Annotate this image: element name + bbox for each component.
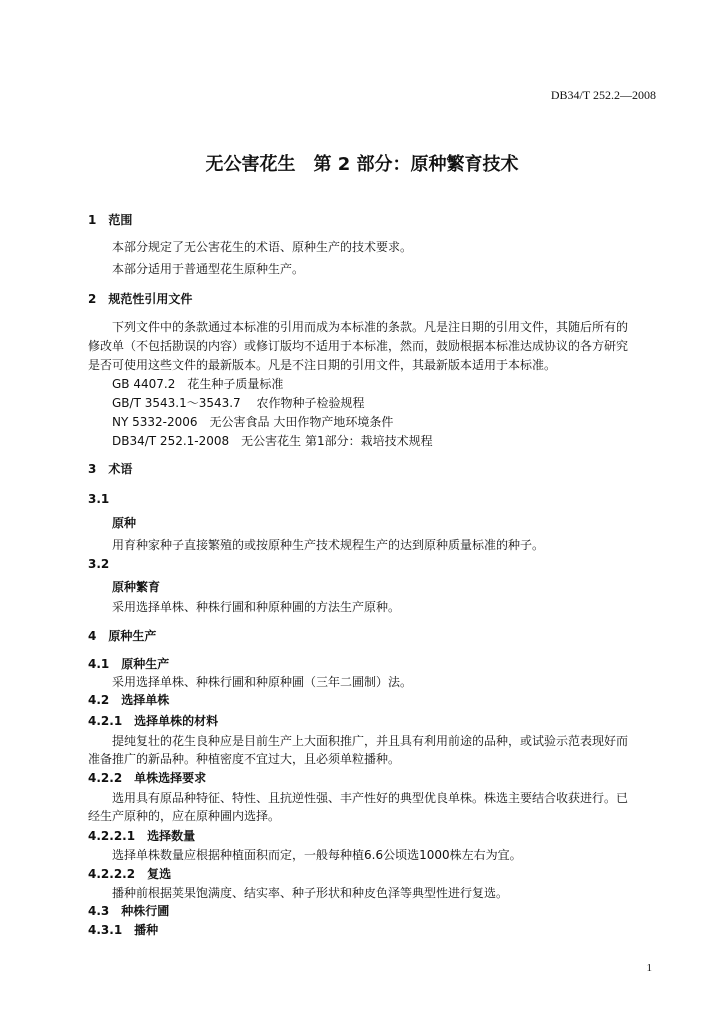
- document-id: DB34/T 252.2—2008: [550, 88, 656, 102]
- section-3-heading: 3 术语: [88, 462, 133, 476]
- reference-item: GB/T 3543.1～3543.7 农作物种子检验规程: [112, 396, 365, 410]
- section-4-heading: 4 原种生产: [88, 629, 157, 643]
- section-1-heading: 1 范围: [88, 213, 133, 227]
- paragraph: 准备推广的新品种。种植密度不宜过大，且必须单粒播种。: [88, 752, 401, 766]
- term-name: 原种: [112, 516, 137, 530]
- term-definition: 采用选择单株、种株行圃和种原种圃的方法生产原种。: [112, 600, 401, 614]
- term-name: 原种繁育: [112, 580, 161, 594]
- subsection-heading: 4.2.2 单株选择要求: [88, 771, 207, 785]
- subsection-heading: 4.2.2.2 复选: [88, 867, 172, 881]
- subsection-heading: 4.3.1 播种: [88, 923, 159, 937]
- reference-item: DB34/T 252.1-2008 无公害花生 第1部分：栽培技术规程: [112, 434, 433, 448]
- reference-item: NY 5332-2006 无公害食品 大田作物产地环境条件: [112, 415, 394, 429]
- section-2-paragraph: 是否可使用这些文件的最新版本。凡是不注日期的引用文件，其最新版本适用于本标准。: [88, 358, 557, 372]
- paragraph: 播种前根据荚果饱满度、结实率、种子形状和种皮色泽等典型性进行复选。: [112, 886, 509, 900]
- paragraph: 经生产原种的，应在原种圃内选择。: [88, 809, 281, 823]
- section-2-paragraph: 下列文件中的条款通过本标准的引用而成为本标准的条款。凡是注日期的引用文件，其随后所有的: [112, 320, 629, 334]
- section-1-paragraph: 本部分适用于普通型花生原种生产。: [112, 262, 305, 276]
- subsection-heading: 4.2.2.1 选择数量: [88, 829, 196, 843]
- section-1-paragraph: 本部分规定了无公害花生的术语、原种生产的技术要求。: [112, 240, 413, 254]
- subsection-heading: 4.3 种株行圃: [88, 904, 170, 918]
- paragraph: 提纯复壮的花生良种应是目前生产上大面积推广，并且具有利用前途的品种，或试验示范表现好而: [112, 734, 629, 748]
- paragraph: 选择单株数量应根据种植面积而定，一般每种植6.6公顷选1000株左右为宜。: [112, 848, 522, 862]
- section-2-paragraph: 修改单（不包括勘误的内容）或修订版均不适用于本标准，然而，鼓励根据本标准达成协议的各方研究: [88, 339, 629, 353]
- paragraph: 选用具有原品种特征、特性、且抗逆性强、丰产性好的典型优良单株。株选主要结合收获进行。已: [112, 791, 629, 805]
- section-2-heading: 2 规范性引用文件: [88, 292, 193, 306]
- document-title: 无公害花生 第 2 部分：原种繁育技术: [205, 154, 519, 175]
- subsection-heading: 4.1 原种生产: [88, 657, 170, 671]
- subsection-heading: 4.2 选择单株: [88, 693, 170, 707]
- reference-item: GB 4407.2 花生种子质量标准: [112, 377, 284, 391]
- subsection-heading: 4.2.1 选择单株的材料: [88, 714, 219, 728]
- term-definition: 用育种家种子直接繁殖的或按原种生产技术规程生产的达到原种质量标准的种子。: [112, 538, 545, 552]
- paragraph: 采用选择单株、种株行圃和种原种圃（三年二圃制）法。: [112, 675, 413, 689]
- term-number: 3.2: [88, 557, 110, 571]
- term-number: 3.1: [88, 492, 110, 506]
- page-number: 1: [646, 962, 652, 974]
